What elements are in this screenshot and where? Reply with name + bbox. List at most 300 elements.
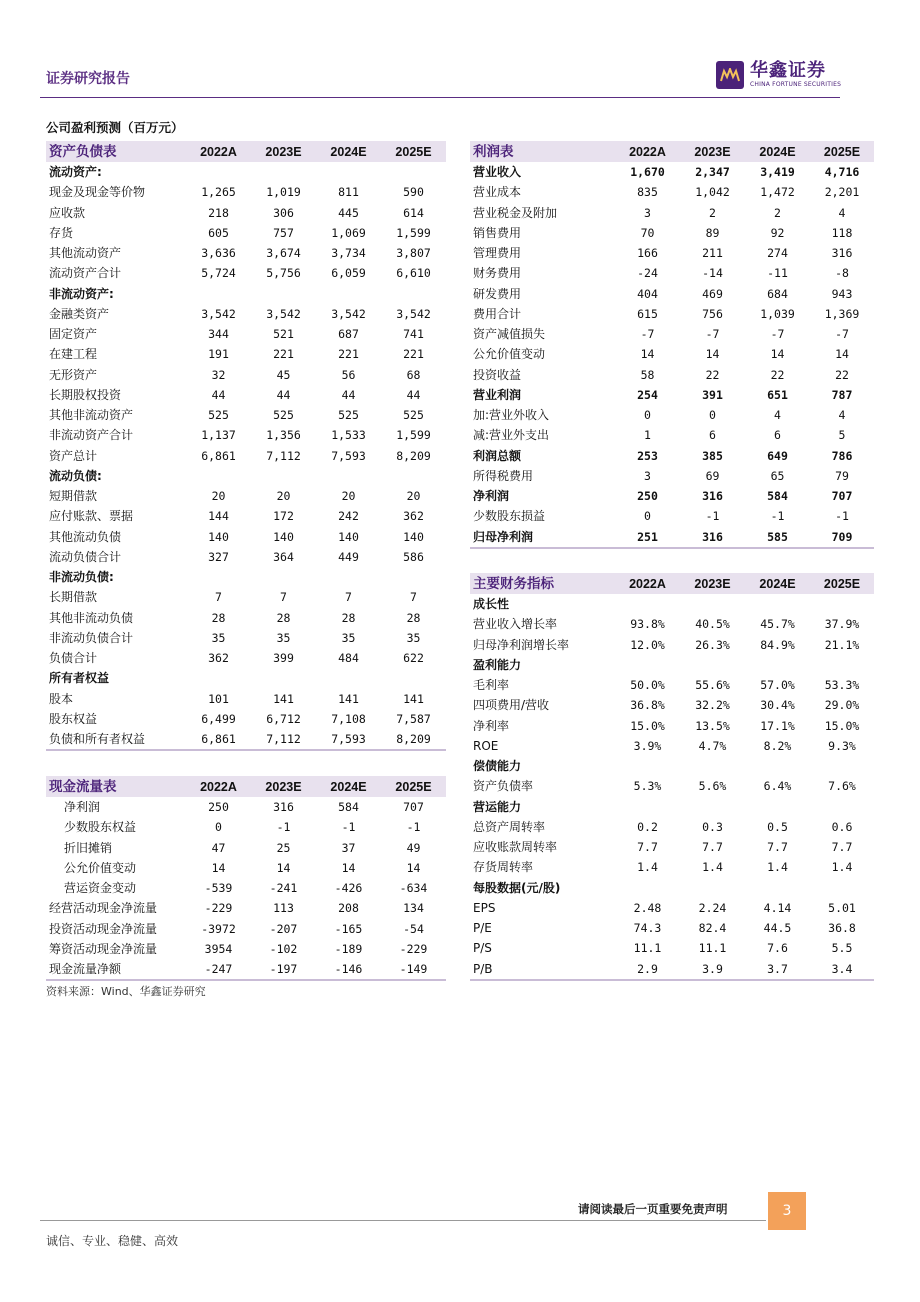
table-row [470,756,874,776]
value-cell [810,594,874,614]
value-cell: 35 [406,630,421,645]
value-cell [615,655,680,675]
value-cell: 56 [341,367,356,382]
value-cell: 7,108 [331,711,366,726]
value-cell: 3,734 [331,246,366,261]
footer-divider [40,1220,766,1221]
table-row [470,324,874,344]
year-header: 2024E [745,141,810,162]
value-cell: 590 [403,185,424,200]
value-cell: 585 [745,527,810,548]
value-cell: -1 [835,509,849,524]
year-header: 2022A [186,141,251,162]
value-cell: 385 [702,448,723,463]
value-cell: 8,209 [381,729,446,750]
value-cell [251,284,316,304]
value-cell: 15.0% [824,718,860,733]
value-cell: 53.3% [824,678,860,693]
value-cell: 4 [774,408,781,423]
table-row [46,648,446,668]
value-cell: 1,472 [760,185,795,200]
value-cell: 1.4 [702,860,723,875]
year-header: 2023E [251,776,316,797]
value-cell: 1,356 [266,428,301,443]
value-cell [680,655,745,675]
value-cell: 7.6% [828,779,856,794]
year-header: 2025E [381,141,446,162]
row-label: 营业利润 [473,387,522,402]
value-cell: 584 [767,489,788,504]
table-row [46,729,446,750]
value-cell [810,756,874,776]
value-cell: -14 [702,266,723,281]
table-row [46,446,446,466]
value-cell: 20 [406,489,421,504]
value-cell: 118 [831,225,853,240]
value-cell: 3,674 [266,246,301,261]
value-cell: 0 [215,820,222,835]
table-row [470,837,874,857]
value-cell: 89 [705,225,720,240]
value-cell: 65 [770,468,785,483]
row-label: 流动资产: [49,165,102,180]
value-cell: 1,039 [760,306,795,321]
value-cell: 191 [208,347,229,362]
value-cell: 449 [338,549,359,564]
row-label: 归母净利润 [470,527,615,548]
value-cell: 1,137 [201,428,236,443]
value-cell: 399 [273,651,294,666]
value-cell [381,567,446,587]
value-cell: 6.4% [763,779,792,794]
row-label: 非流动负债合计 [49,630,134,645]
value-cell: 44.5 [763,921,792,936]
value-cell: 14 [640,347,655,362]
value-cell: 82.4 [698,921,727,936]
row-label: 减:营业外支出 [473,428,550,443]
row-label: 四项费用/营收 [473,698,550,713]
table-row [470,162,874,182]
table-row [470,486,874,506]
value-cell: 2 [709,205,716,220]
value-cell: 93.8% [630,617,665,632]
value-cell: 14 [705,347,720,362]
value-cell: -1 [770,509,785,524]
logo-cn-text: 华鑫证券 [750,60,826,81]
row-label: 盈利能力 [473,657,522,672]
value-cell: 787 [831,387,853,402]
value-cell: 7,593 [331,448,366,463]
value-cell: 92 [770,225,785,240]
value-cell: 6,712 [266,711,301,726]
value-cell: 3,542 [201,306,236,321]
value-cell: 49 [406,840,421,855]
row-label: 折旧摊销 [64,840,113,855]
row-label: 成长性 [473,597,510,612]
page-number: 3 [768,1192,806,1230]
value-cell: 13.5% [695,718,730,733]
value-cell: 1 [644,428,651,443]
financial-ratios-table [470,573,874,981]
value-cell [810,878,874,898]
value-cell [615,797,680,817]
value-cell: 35 [276,630,291,645]
table-row [470,594,874,614]
value-cell: 144 [208,509,229,524]
row-label: 净利率 [473,718,510,733]
value-cell: 525 [208,408,229,423]
value-cell: 1.4 [637,860,658,875]
value-cell [316,668,381,688]
value-cell: 649 [767,448,788,463]
value-cell: 6,610 [396,266,431,281]
value-cell: 0 [644,509,651,524]
table-row [470,446,874,466]
row-label: 存货周转率 [473,860,534,875]
value-cell: 7.7 [767,840,788,855]
table-row [470,655,874,675]
year-header: 2023E [680,141,745,162]
value-cell: -1 [276,820,291,835]
row-label: 应收账款周转率 [473,840,558,855]
value-cell: 20 [276,489,291,504]
value-cell: 113 [273,901,294,916]
value-cell: 7,587 [396,711,431,726]
value-cell [745,756,810,776]
value-cell: 0.5 [767,819,788,834]
value-cell: 786 [831,448,853,463]
table-row [46,898,446,918]
value-cell [316,466,381,486]
row-label: 少数股东损益 [473,509,546,524]
row-label: 营运资金变动 [64,881,137,896]
value-cell: 0 [709,408,716,423]
value-cell [745,797,810,817]
value-cell: 687 [338,327,359,342]
value-cell: 7.7 [702,840,723,855]
value-cell: 12.0% [630,637,665,652]
value-cell: 756 [702,306,723,321]
year-header: 2022A [186,776,251,797]
value-cell: 707 [403,800,424,815]
value-cell: -7 [640,327,655,342]
value-cell: 316 [831,246,853,261]
table-row [46,919,446,939]
value-cell: 1,069 [331,225,366,240]
value-cell: 14 [770,347,785,362]
row-label: 净利润 [473,489,510,504]
value-cell: 835 [637,185,658,200]
value-cell: 254 [637,387,658,402]
row-label: 负债合计 [49,651,98,666]
value-cell: 2.48 [633,900,662,915]
value-cell: 211 [702,246,723,261]
table-row [470,675,874,695]
value-cell: 344 [208,327,229,342]
value-cell: 37.9% [824,617,860,632]
value-cell: 134 [403,901,424,916]
table-header-row [46,776,446,797]
value-cell: 36.8 [828,921,856,936]
value-cell: 0.6 [831,819,853,834]
value-cell [316,284,381,304]
value-cell: 7 [410,590,417,605]
value-cell: 250 [208,800,229,815]
value-cell: 5,756 [266,266,301,281]
logo-en-text: CHINA FORTUNE SECURITIES [750,81,842,88]
value-cell: 316 [680,527,745,548]
row-label: 加:营业外收入 [473,408,550,423]
row-label: 流动资产合计 [49,266,122,281]
row-label: 管理费用 [473,246,522,261]
value-cell: 20 [211,489,226,504]
value-cell: 605 [208,225,229,240]
value-cell: 469 [702,286,723,301]
value-cell [680,878,745,898]
row-label: 短期借款 [49,489,98,504]
value-cell: 316 [273,800,294,815]
table-row [46,527,446,547]
row-label: 其他非流动资产 [49,408,134,423]
table-header-row [470,141,874,162]
row-label: P/B [470,959,615,980]
value-cell: 3954 [204,941,233,956]
table-row [470,365,874,385]
row-label: 资产负债率 [473,779,534,794]
value-cell: 22 [705,367,720,382]
value-cell: 44 [341,387,356,402]
value-cell: 30.4% [760,698,795,713]
value-cell: 525 [273,408,294,423]
table-header-row [470,573,874,594]
value-cell: 9.3% [828,738,856,753]
year-header: 2024E [745,573,810,594]
value-cell: 3.9 [680,959,745,980]
table-row [46,587,446,607]
value-cell: 208 [338,901,359,916]
value-cell: 47 [211,840,226,855]
table-title: 利润表 [470,141,615,162]
row-label: 投资收益 [473,367,522,382]
table-row [470,425,874,445]
row-label: 每股数据(元/股) [473,880,561,895]
row-label: 资产减值损失 [473,327,546,342]
table-row [46,628,446,648]
value-cell: -146 [316,959,381,980]
value-cell [316,567,381,587]
row-label: 股东权益 [49,711,98,726]
value-cell: 28 [341,610,356,625]
table-title: 资产负债表 [46,141,186,162]
row-label: 存货 [49,225,74,240]
value-cell: 29.0% [824,698,860,713]
table-header-row [46,141,446,162]
table-row [46,162,446,182]
value-cell: 20 [341,489,356,504]
value-cell: 484 [338,651,359,666]
value-cell: 5.5 [831,941,853,956]
row-label: 流动负债合计 [49,549,122,564]
value-cell: 14 [276,860,291,875]
value-cell: 1,599 [396,225,431,240]
row-label: 流动负债: [49,468,102,483]
value-cell: 11.1 [698,941,727,956]
row-label: 偿债能力 [473,759,522,774]
balance-sheet-table [46,141,446,751]
value-cell [251,162,316,182]
table-row [46,284,446,304]
value-cell: 651 [767,387,788,402]
value-cell: -3972 [201,921,236,936]
value-cell: 306 [273,205,294,220]
value-cell: 7.7 [831,840,853,855]
value-cell: 4 [838,408,846,423]
row-label: 所有者权益 [49,671,110,686]
value-cell: -241 [269,881,298,896]
value-cell: 251 [615,527,680,548]
table-row [470,918,874,938]
value-cell: 14 [835,347,849,362]
value-cell: 1,369 [824,306,860,321]
value-cell: 6,861 [186,729,251,750]
value-cell: 140 [273,529,294,544]
row-label: P/E [473,921,492,936]
value-cell [251,466,316,486]
value-cell: 3,807 [396,246,431,261]
value-cell: 1,533 [331,428,366,443]
year-header: 2025E [810,573,874,594]
value-cell: 14 [406,860,421,875]
value-cell [186,284,251,304]
data-source-note: 资料来源：Wind、华鑫证券研究 [46,985,206,998]
row-label: 现金及现金等价物 [49,185,146,200]
year-header: 2023E [680,573,745,594]
value-cell: 3.4 [810,959,874,980]
value-cell [381,466,446,486]
value-cell: -102 [269,941,298,956]
value-cell: 615 [637,306,658,321]
table-row [46,365,446,385]
table-row [46,689,446,709]
value-cell: 242 [338,509,359,524]
value-cell: 0.3 [702,819,723,834]
value-cell: 36.8% [630,698,665,713]
value-cell: 22 [770,367,785,382]
table-row [46,817,446,837]
table-row [46,878,446,898]
value-cell: 2,201 [824,185,860,200]
row-label: ROE [473,738,499,753]
value-cell: 1.4 [831,860,853,875]
table-row [46,939,446,959]
table-row [46,709,446,729]
value-cell: 3,542 [266,306,301,321]
value-cell: 0 [644,408,651,423]
value-cell: 2,347 [695,165,730,180]
table-row [470,695,874,715]
value-cell [810,797,874,817]
value-cell [381,284,446,304]
row-label: 现金流量净额 [46,959,186,980]
value-cell: 221 [338,347,359,362]
value-cell: -24 [637,266,658,281]
value-cell: 684 [767,286,788,301]
value-cell: 45 [276,367,291,382]
row-label: 费用合计 [473,306,522,321]
value-cell: 525 [403,408,424,423]
value-cell: 57.0% [760,678,795,693]
row-label: 筹资活动现金净流量 [49,941,158,956]
value-cell: 166 [637,246,658,261]
value-cell: 7,593 [316,729,381,750]
value-cell: -189 [334,941,363,956]
value-cell: 943 [831,286,853,301]
row-label: 在建工程 [49,347,98,362]
value-cell [316,162,381,182]
value-cell: 364 [273,549,294,564]
value-cell [745,655,810,675]
value-cell: 58 [640,367,655,382]
value-cell: 84.9% [760,637,795,652]
row-label: 其他非流动负债 [49,610,134,625]
value-cell: -426 [334,881,363,896]
value-cell: 274 [767,246,788,261]
row-label: 营业收入增长率 [473,617,558,632]
row-label: 销售费用 [473,225,522,240]
value-cell: 2.9 [615,959,680,980]
value-cell: 709 [810,527,874,548]
table-title: 现金流量表 [46,776,186,797]
row-label: 营业税金及附加 [473,205,558,220]
value-cell: -7 [705,327,720,342]
value-cell: 5,724 [201,266,236,281]
row-label: 应付账款、票据 [49,509,134,524]
value-cell: 1,042 [695,185,730,200]
table-row [470,223,874,243]
value-cell: 707 [831,489,853,504]
value-cell: 45.7% [760,617,795,632]
value-cell: 28 [211,610,226,625]
cashflow-table [46,776,446,981]
value-cell [186,466,251,486]
value-cell: -539 [204,881,233,896]
value-cell: 391 [702,387,723,402]
value-cell: 14 [211,860,226,875]
table-row [470,405,874,425]
table-row [46,797,446,817]
value-cell [381,162,446,182]
value-cell: 4,716 [824,165,860,180]
row-label: 投资活动现金净流量 [49,921,158,936]
table-row [470,797,874,817]
table-row [46,203,446,223]
table-row [46,243,446,263]
value-cell: 6,861 [201,448,236,463]
value-cell: 5.3% [633,779,662,794]
value-cell: 5 [838,428,846,443]
value-cell: 7.6 [767,941,788,956]
table-row [470,898,874,918]
table-row [470,385,874,405]
value-cell [810,655,874,675]
forecast-caption: 公司盈利预测（百万元） [46,120,184,135]
value-cell [186,567,251,587]
table-row [46,425,446,445]
row-label: 总资产周转率 [473,819,546,834]
table-row [470,527,874,548]
row-label: 研发费用 [473,286,522,301]
table-row [470,716,874,736]
